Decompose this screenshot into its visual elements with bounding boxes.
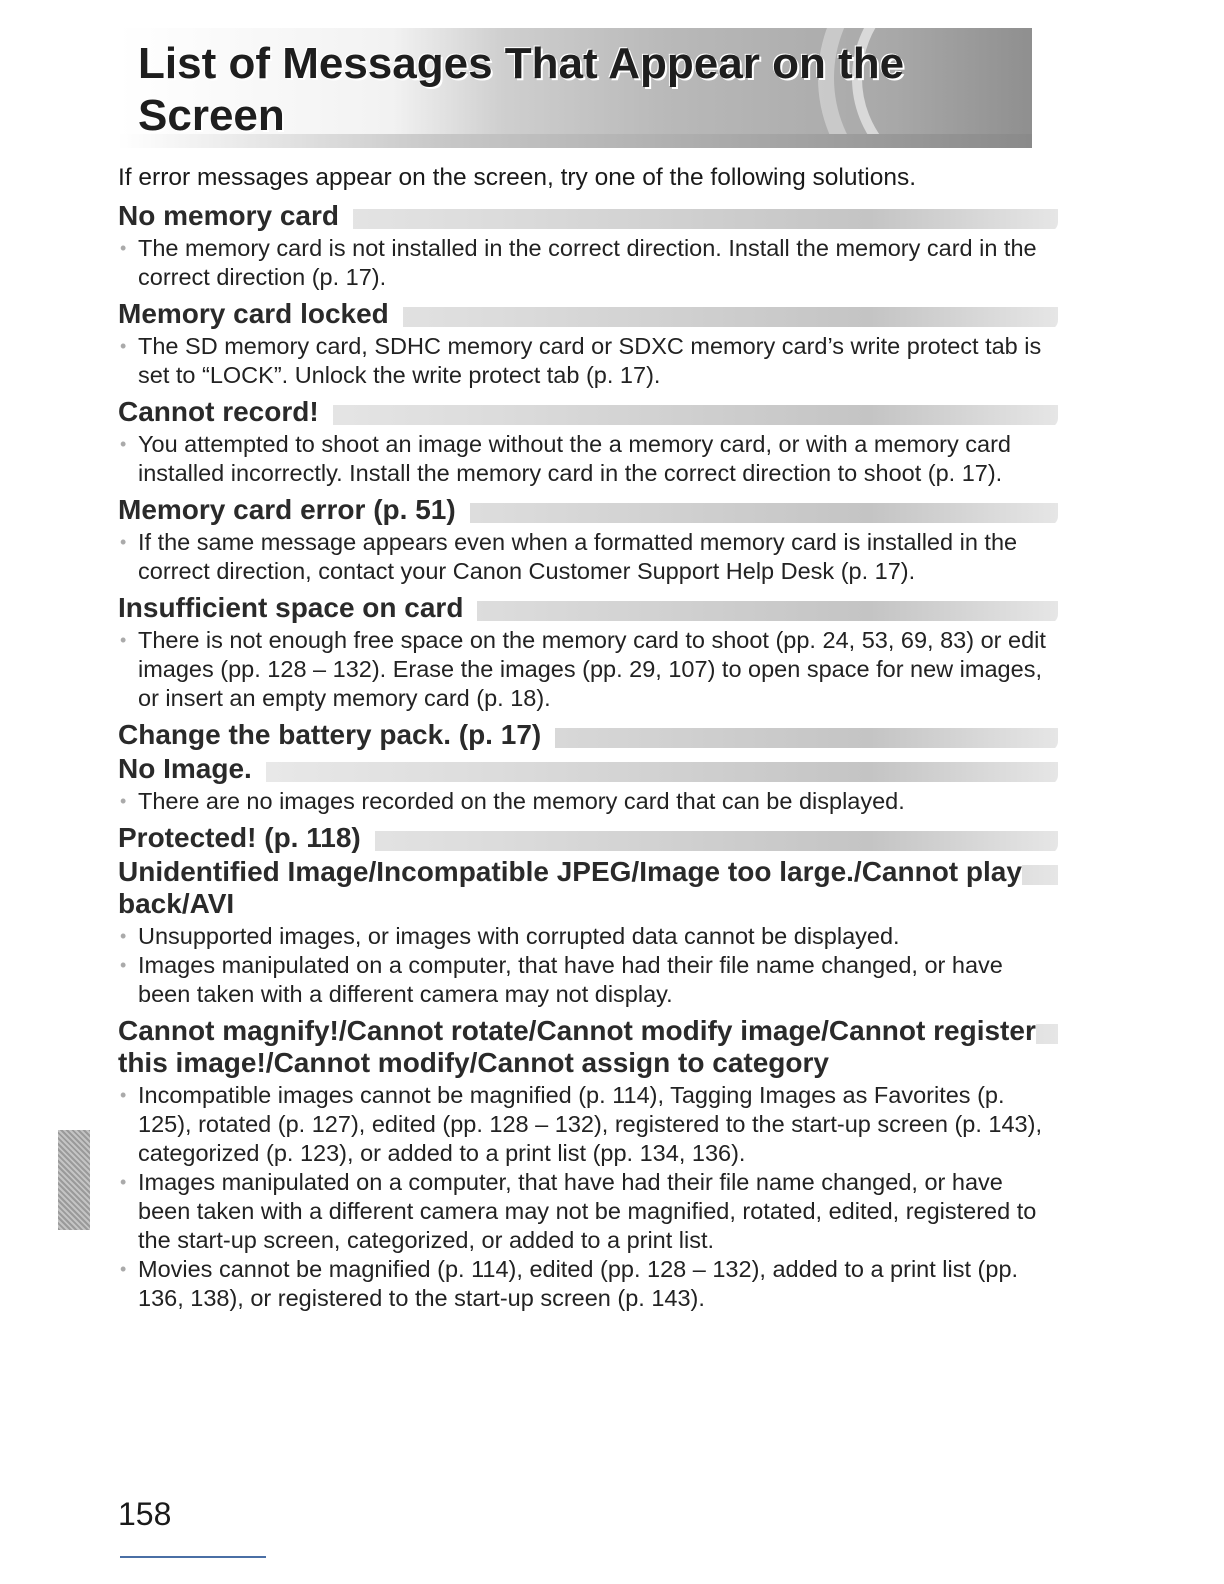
message-list [118, 200, 1058, 1319]
intro-text: If error messages appear on the screen, try one of the following solutions. [118, 164, 917, 191]
message-heading-text: No memory card [118, 200, 353, 231]
bullet-item: • If the same message appears even when a formatted memory card is installed in the correct direction, contact your Canon Customer Support Help Desk (p. 17). [118, 528, 1058, 586]
section-tab-marker [58, 1130, 90, 1230]
message-heading-text: Cannot magnify!/Cannot rotate/Cannot modify image/Cannot register this image!/Cannot modify/Cannot assign to category [118, 1015, 1036, 1078]
message-entry [118, 719, 1058, 751]
bullet-item: • Incompatible images cannot be magnified (p. 114), Tagging Images as Favorites (p. 125), rotated (p. 127), edited (pp. 128 – 132), registered to the start-up screen (p. 143), categorized (p. 123), or added to a print list (pp. 134, 136). [118, 1081, 1058, 1168]
message-heading [118, 396, 1058, 428]
bullet-item: • Images manipulated on a computer, that have had their file name changed, or have been taken with a different camera may not display. [118, 951, 1058, 1009]
message-heading-text: Cannot record! [118, 396, 333, 427]
bullet-list [118, 787, 1058, 816]
message-entry [118, 1015, 1058, 1313]
message-heading-text: Unidentified Image/Incompatible JPEG/Image too large./Cannot play back/AVI [118, 856, 1022, 919]
message-heading-text: Memory card locked [118, 298, 403, 329]
message-heading [118, 200, 1058, 232]
bullet-item: • The SD memory card, SDHC memory card or SDXC memory card’s write protect tab is set to “LOCK”. Unlock the write protect tab (p. 17). [118, 332, 1058, 390]
bullet-list [118, 528, 1058, 586]
message-entry [118, 592, 1058, 713]
message-heading-text: Memory card error (p. 51) [118, 494, 470, 525]
bullet-list [118, 626, 1058, 713]
bullet-item: • The memory card is not installed in the correct direction. Install the memory card in the correct direction (p. 17). [118, 234, 1058, 292]
message-heading [118, 856, 1058, 920]
message-heading-text: No Image. [118, 753, 266, 784]
message-entry [118, 396, 1058, 488]
page-title: List of Messages That Appear on the Screen [138, 39, 905, 140]
message-heading-text: Insufficient space on card [118, 592, 477, 623]
message-heading [118, 822, 1058, 854]
message-entry [118, 298, 1058, 390]
message-heading [118, 592, 1058, 624]
message-heading [118, 298, 1058, 330]
message-entry [118, 856, 1058, 1009]
bullet-item: • Unsupported images, or images with corrupted data cannot be displayed. [118, 922, 1058, 951]
bullet-item: • There are no images recorded on the memory card that can be displayed. [118, 787, 1058, 816]
message-entry [118, 753, 1058, 816]
message-heading [118, 753, 1058, 785]
bullet-item: • Movies cannot be magnified (p. 114), edited (pp. 128 – 132), added to a print list (pp. 136, 138), or registered to the start-up screen (p. 143). [118, 1255, 1058, 1313]
bullet-item: • Images manipulated on a computer, that have had their file name changed, or have been taken with a different camera may not be magnified, rotated, edited, registered to the start-up screen, categorized, or added to a print list. [118, 1168, 1058, 1255]
message-heading [118, 1015, 1058, 1079]
title-banner [118, 28, 1032, 148]
bullet-list [118, 1081, 1058, 1313]
message-heading-text: Protected! (p. 118) [118, 822, 375, 853]
message-entry [118, 494, 1058, 586]
message-heading [118, 719, 1058, 751]
bullet-list [118, 234, 1058, 292]
message-entry [118, 822, 1058, 854]
page-number: 158 [118, 1496, 172, 1532]
message-entry [118, 200, 1058, 292]
message-heading-text: Change the battery pack. (p. 17) [118, 719, 555, 750]
bullet-item: • There is not enough free space on the memory card to shoot (pp. 24, 53, 69, 83) or edit images (pp. 128 – 132). Erase the images (pp. 29, 107) to open space for new images, or insert an empty memory card (p. 18). [118, 626, 1058, 713]
bullet-list [118, 332, 1058, 390]
bullet-list [118, 922, 1058, 1009]
footer-line [120, 1556, 266, 1558]
message-heading [118, 494, 1058, 526]
bullet-item: • You attempted to shoot an image without the a memory card, or with a memory card installed incorrectly. Install the memory card in the correct direction to shoot (p. 17). [118, 430, 1058, 488]
bullet-list [118, 430, 1058, 488]
